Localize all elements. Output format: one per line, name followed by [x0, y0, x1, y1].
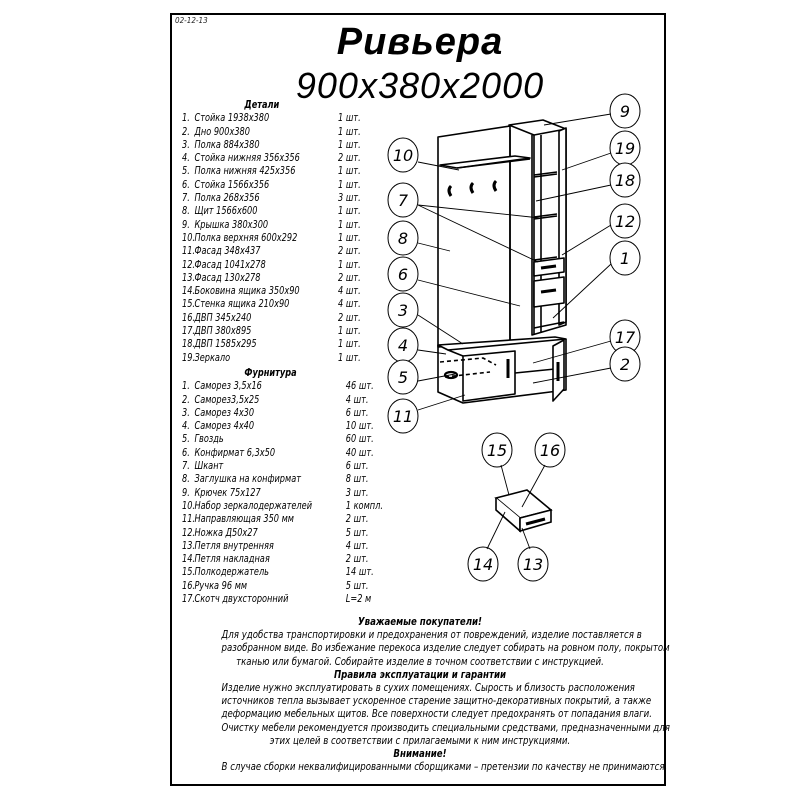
item-quantity: 8 шт.: [345, 473, 369, 486]
item-name: Полка верхняя 600x292: [194, 231, 298, 244]
callout-7: [388, 183, 418, 217]
item-name: Саморез 3,5x16: [194, 380, 262, 393]
item-name: Набор зеркалодержателей: [194, 499, 313, 512]
item-quantity: 2 шт.: [338, 152, 361, 165]
item-quantity: 1 шт.: [338, 325, 361, 338]
item-number: 5.: [182, 165, 190, 178]
callout-3: [388, 293, 418, 327]
note-line: разобранном виде. Во избежание перекоса изделие следует собирать на ровном полу, покрытом: [221, 642, 670, 655]
callout-10: [388, 138, 418, 172]
item-number: 12.: [182, 526, 196, 539]
callout-label: 6: [397, 265, 409, 284]
callout-label: 16: [539, 441, 561, 460]
item-number: 19.: [182, 351, 196, 364]
wardrobe-illustration: [438, 120, 566, 403]
item-quantity: 3 шт.: [338, 192, 361, 205]
callout-label: 4: [397, 336, 409, 355]
item-quantity: 46 шт.: [345, 380, 374, 393]
item-number: 1.: [182, 380, 190, 393]
item-number: 13.: [182, 539, 196, 552]
callout-label: 14: [472, 555, 494, 574]
item-name: Полка 884x380: [194, 138, 260, 151]
item-name: Зеркало: [194, 351, 231, 364]
customers-header: Уважаемые покупатели!: [358, 616, 482, 628]
note-line: источников тепла вызывает ускоренное старение защитно-декоративных покрытий, а также: [221, 695, 652, 708]
item-number: 17.: [182, 325, 196, 338]
item-quantity: 1 шт.: [338, 338, 361, 351]
item-name: Полка 268x356: [194, 192, 260, 205]
item-number: 4.: [182, 420, 190, 433]
item-number: 5.: [182, 433, 190, 446]
item-name: Стенка ящика 210x90: [194, 298, 290, 311]
item-quantity: 6 шт.: [345, 460, 369, 473]
callout-19: [610, 131, 640, 165]
callout-5: [388, 360, 418, 394]
item-quantity: 1 шт.: [338, 351, 361, 364]
item-name: Петля внутренняя: [194, 539, 274, 552]
item-quantity: 2 шт.: [345, 513, 369, 526]
item-number: 16.: [182, 579, 196, 592]
rules-header: Правила эксплуатации и гарантии: [333, 668, 507, 681]
item-number: 8.: [182, 205, 190, 218]
callout-label: 10: [392, 146, 414, 165]
product-title: Ривьера: [336, 21, 504, 63]
item-number: 7.: [182, 192, 190, 205]
item-quantity: 1 шт.: [338, 125, 361, 138]
callout-label: 7: [397, 191, 409, 210]
item-name: Крючек 75x127: [194, 486, 261, 499]
callout-label: 8: [397, 229, 409, 248]
item-name: Ручка 96 мм: [194, 579, 248, 592]
callout-label: 11: [392, 407, 414, 426]
item-name: Саморез 4x40: [194, 420, 255, 433]
item-quantity: 1 шт.: [338, 258, 361, 271]
item-quantity: 4 шт.: [345, 393, 369, 406]
item-quantity: 1 шт.: [338, 138, 361, 151]
item-quantity: 5 шт.: [345, 526, 369, 539]
item-number: 14.: [182, 553, 196, 566]
callout-14: [468, 547, 498, 581]
item-name: Ножка Д50x27: [194, 526, 258, 539]
item-quantity: 2 шт.: [345, 553, 369, 566]
item-number: 3.: [182, 138, 190, 151]
callout-label: 9: [619, 102, 631, 121]
item-name: Фасад 348x437: [194, 245, 261, 258]
note-line: этих целей в соответствии с прилагаемыми к ним инструкциями.: [269, 734, 571, 747]
item-number: 15.: [182, 566, 196, 579]
item-number: 10.: [182, 499, 196, 512]
item-number: 9.: [182, 218, 190, 231]
item-name: Гвоздь: [194, 433, 224, 446]
callout-18: [610, 163, 640, 197]
item-number: 11.: [182, 245, 196, 258]
item-quantity: 1 шт.: [338, 231, 361, 244]
callout-2: [610, 347, 640, 381]
item-quantity: 60 шт.: [345, 433, 374, 446]
item-quantity: 4 шт.: [338, 298, 361, 311]
item-name: ДВП 345x240: [194, 311, 252, 324]
callout-4: [388, 328, 418, 362]
callout-label: 1: [619, 249, 631, 268]
item-quantity: 40 шт.: [345, 446, 374, 459]
item-name: Саморез3,5x25: [194, 393, 260, 406]
item-number: 4.: [182, 152, 190, 165]
item-number: 6.: [182, 178, 190, 191]
callout-13: [518, 547, 548, 581]
item-number: 3.: [182, 406, 190, 419]
callout-9: [610, 94, 640, 128]
item-name: Шкант: [194, 460, 224, 473]
callout-16: [535, 433, 565, 467]
note-line: тканью или бумагой. Собирайте изделие в точном соответствии с инструкцией.: [236, 655, 604, 668]
note-line: Очистку мебели рекомендуется производить специальными средствами, предназначенными для: [221, 721, 670, 734]
item-quantity: 2 шт.: [338, 311, 361, 324]
callout-label: 3: [397, 301, 409, 320]
item-quantity: 2 шт.: [338, 245, 361, 258]
callout-label: 15: [486, 441, 508, 460]
item-number: 13.: [182, 271, 196, 284]
callout-6: [388, 257, 418, 291]
item-number: 10.: [182, 231, 196, 244]
item-quantity: 3 шт.: [345, 486, 369, 499]
item-name: Стойка 1566x356: [194, 178, 270, 191]
note-line: Изделие нужно эксплуатировать в сухих помещениях. Сырость и близость расположения: [221, 682, 635, 695]
item-number: 16.: [182, 311, 196, 324]
item-name: Стойка нижняя 356x356: [194, 152, 300, 165]
document-code: 02-12-13: [175, 16, 208, 25]
item-quantity: 14 шт.: [345, 566, 374, 579]
item-name: Полка нижняя 425x356: [194, 165, 296, 178]
item-quantity: 1 компл.: [345, 499, 383, 512]
item-name: Саморез 4x30: [194, 406, 255, 419]
product-dimensions: 900x380x2000: [295, 65, 545, 106]
callout-12: [610, 204, 640, 238]
callout-label: 13: [522, 555, 544, 574]
callout-15: [482, 433, 512, 467]
item-number: 2.: [182, 125, 190, 138]
item-quantity: 4 шт.: [345, 539, 369, 552]
item-quantity: 1 шт.: [338, 112, 361, 125]
item-name: Фасад 130x278: [194, 271, 261, 284]
drawer-detail-illustration: [496, 490, 551, 531]
item-number: 1.: [182, 112, 190, 125]
item-name: Скотч двухсторонний: [194, 593, 289, 606]
item-number: 7.: [182, 460, 190, 473]
item-name: Крышка 380x300: [194, 218, 269, 231]
details-header: Детали: [244, 99, 280, 111]
item-number: 14.: [182, 285, 196, 298]
callout-label: 19: [614, 139, 636, 158]
callout-8: [388, 221, 418, 255]
item-name: Фасад 1041x278: [194, 258, 266, 271]
item-number: 9.: [182, 486, 190, 499]
note-line: Для удобства транспортировки и предохранения от повреждений, изделие поставляется в: [221, 629, 642, 642]
callout-label: 17: [614, 328, 636, 347]
item-number: 15.: [182, 298, 196, 311]
item-name: Дно 900x380: [194, 125, 250, 138]
item-quantity: 4 шт.: [338, 285, 361, 298]
item-quantity: 1 шт.: [338, 178, 361, 191]
item-number: 12.: [182, 258, 196, 271]
warning-header: Внимание!: [393, 748, 447, 761]
item-quantity: 1 шт.: [338, 165, 361, 178]
hardware-header: Фурнитура: [244, 367, 297, 379]
item-name: ДВП 1585x295: [194, 338, 257, 351]
item-number: 6.: [182, 446, 190, 459]
item-name: Направляющая 350 мм: [194, 513, 294, 526]
callout-label: 2: [619, 355, 631, 374]
item-name: Боковина ящика 350x90: [194, 285, 300, 298]
callout-label: 18: [614, 171, 636, 190]
callout-11: [388, 399, 418, 433]
note-line: деформацию мебельных щитов. Все поверхности следует предохранять от попадания влаги.: [221, 708, 652, 721]
item-quantity: 1 шт.: [338, 205, 361, 218]
item-quantity: 2 шт.: [338, 271, 361, 284]
item-quantity: 10 шт.: [345, 420, 374, 433]
item-number: 2.: [182, 393, 190, 406]
item-quantity: 6 шт.: [345, 406, 369, 419]
item-number: 8.: [182, 473, 190, 486]
item-name: Конфирмат 6,3x50: [194, 446, 276, 459]
item-quantity: L=2 м: [345, 593, 372, 606]
item-name: Петля накладная: [194, 553, 270, 566]
item-number: 11.: [182, 513, 196, 526]
item-number: 17.: [182, 593, 196, 606]
callout-label: 5: [397, 368, 409, 387]
item-name: Щит 1566x600: [194, 205, 258, 218]
item-name: ДВП 380x895: [194, 325, 252, 338]
warning-line: В случае сборки неквалифицированными сборщиками – претензии по качеству не принимаются.: [221, 761, 668, 774]
callout-label: 12: [614, 212, 636, 231]
callout-1: [610, 241, 640, 275]
item-name: Заглушка на конфирмат: [194, 473, 301, 486]
item-quantity: 1 шт.: [338, 218, 361, 231]
item-quantity: 5 шт.: [345, 579, 369, 592]
item-number: 18.: [182, 338, 196, 351]
item-name: Полкодержатель: [194, 566, 270, 579]
item-name: Стойка 1938x380: [194, 112, 270, 125]
